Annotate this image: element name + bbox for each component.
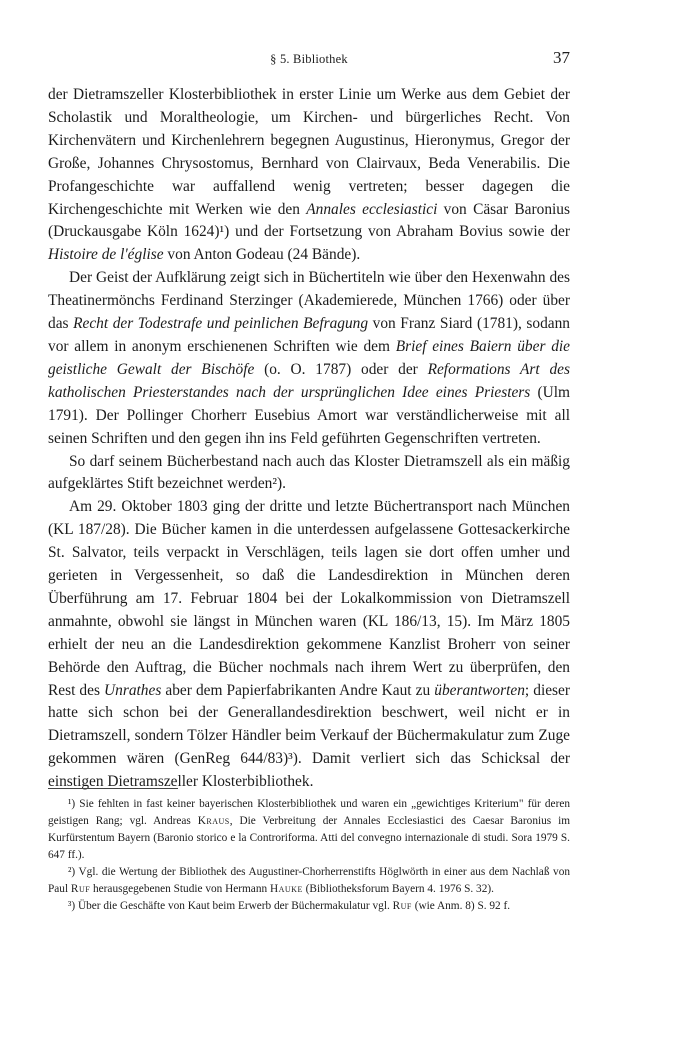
- quoted-term: überantworten: [434, 681, 525, 699]
- author-name: Kraus: [197, 815, 230, 827]
- page-header: [48, 48, 570, 72]
- running-head: § 5. Bibliothek: [270, 52, 348, 66]
- paragraph-2: Der Geist der Aufklärung zeigt sich in Büchertiteln wie über den Hexenwahn des Theatinermönchs Ferdinand Sterzinger (Akademierede, München 1766) oder über das Recht der Todestrafe und peinlichen Befragung von Franz Siard (1781), sodann vor allem in anonym erschienenen Schriften wie dem Brief eines Baiern über die geistliche Gewalt der Bischöfe (o. O. 1787) oder der Reformations Art des katholischen Priesterstandes nach der ursprünglichen Idee eines Priesters (Ulm 1791). Der Pollinger Chorherr Eusebius Amort war verständlicherweise mit all seinen Schriften und den gegen ihn ins Feld geführten Gegenschriften vertreten.: [48, 269, 570, 447]
- footnote-2: ²) Vgl. die Wertung der Bibliothek des Augustiner-Chorherrenstifts Höglwörth in einer aus dem Nachlaß von Paul Ruf herausgegebenen Studie von Hermann Hauke (Bibliotheksforum Bayern 4. 1976 S. 32).: [48, 866, 570, 895]
- quoted-term: Unrathes: [104, 681, 162, 699]
- footnote-1: ¹) Sie fehlten in fast keiner bayerischen Klosterbibliothek und waren ein „gewichtiges Kriterium" für deren geistigen Rang; vgl. Andreas Kraus, Die Verbreitung der Annales Ecclesiastici des Caesar Baronius im Kurfürstentum Bayern (Baronio storico e la Controriforma. Atti del convegno internazionale di studi. Sora 1979 S. 647 ff.).: [48, 798, 570, 861]
- paragraph-4: Am 29. Oktober 1803 ging der dritte und letzte Büchertransport nach München (KL 187/28). Die Bücher kamen in die unterdessen aufgelassene Gottesackerkirche St. Salvator, teils verpackt in Verschlägen, teils lagen sie dort offen umher und gerieten in Vergessenheit, so daß die Landesdirektion in München deren Überführung am 17. Februar 1804 bei der Lokalkommission von Dietramszell anmahnte, obwohl sie längst in München waren (KL 186/13, 15). Im März 1805 erhielt der neu an die Landesdirektion gekommene Kanzlist Broherr von seiner Behörde den Auftrag, die Bücher nochmals nach ihrem Wert zu überprüfen, den Rest des Unrathes aber dem Papierfabrikanten Andre Kaut zu überantworten; dieser hatte sich schon bei der Generallandesdirektion beschwert, weil nicht er in Dietramszell, sondern Tölzer Händler beim Verkauf der Büchermakulatur zum Zuge gekommen wären (GenReg 644/83)³). Damit verliert sich das Schicksal der einstigen Dietramszeller Klosterbibliothek.: [48, 498, 571, 791]
- work-title: Reformations Art des katholischen Priesterstandes nach der ursprünglichen Idee eines Priesters: [48, 360, 570, 401]
- author-name: Hauke: [269, 883, 303, 895]
- work-title: Brief eines Baiern über die geistliche Gewalt der Bischöfe: [48, 337, 570, 378]
- paragraph-1: der Dietramszeller Klosterbibliothek in erster Linie um Werke aus dem Gebiet der Scholastik und Moraltheologie, um Kirchen- und bürgerliches Recht. Von Kirchenvätern und Kirchenlehrern begegnen Augustinus, Hieronymus, Gregor der Große, Johannes Chrysostomus, Bernhard von Clairvaux, Beda Venerabilis. Die Profangeschichte war auffallend wenig vertreten; besser dagegen die Kirchengeschichte mit Werken wie den Annales ecclesiastici von Cäsar Baronius (Druckausgabe Köln 1624)¹) und der Fortsetzung von Abraham Bovius sowie der Histoire de l'église von Anton Godeau (24 Bände).: [48, 86, 570, 264]
- paragraph-3: So darf seinem Bücherbestand nach auch das Kloster Dietramszell als ein mäßig aufgeklärtes Stift bezeichnet werden²).: [48, 452, 570, 493]
- main-text: [48, 84, 570, 794]
- footnote-3: ³) Über die Geschäfte von Kaut beim Erwerb der Büchermakulatur vgl. Ruf (wie Anm. 8) S. 92 f.: [68, 900, 511, 912]
- author-name: Ruf: [392, 900, 412, 912]
- work-title: Histoire de l'église: [48, 246, 164, 264]
- author-name: Ruf: [70, 883, 91, 895]
- work-title: Annales ecclesiastici: [306, 200, 438, 218]
- page-number: 37: [553, 48, 570, 67]
- footnote-divider: [48, 788, 178, 789]
- work-title: Recht der Todestrafe und peinlichen Befragung: [73, 315, 369, 333]
- footnotes: [48, 796, 570, 915]
